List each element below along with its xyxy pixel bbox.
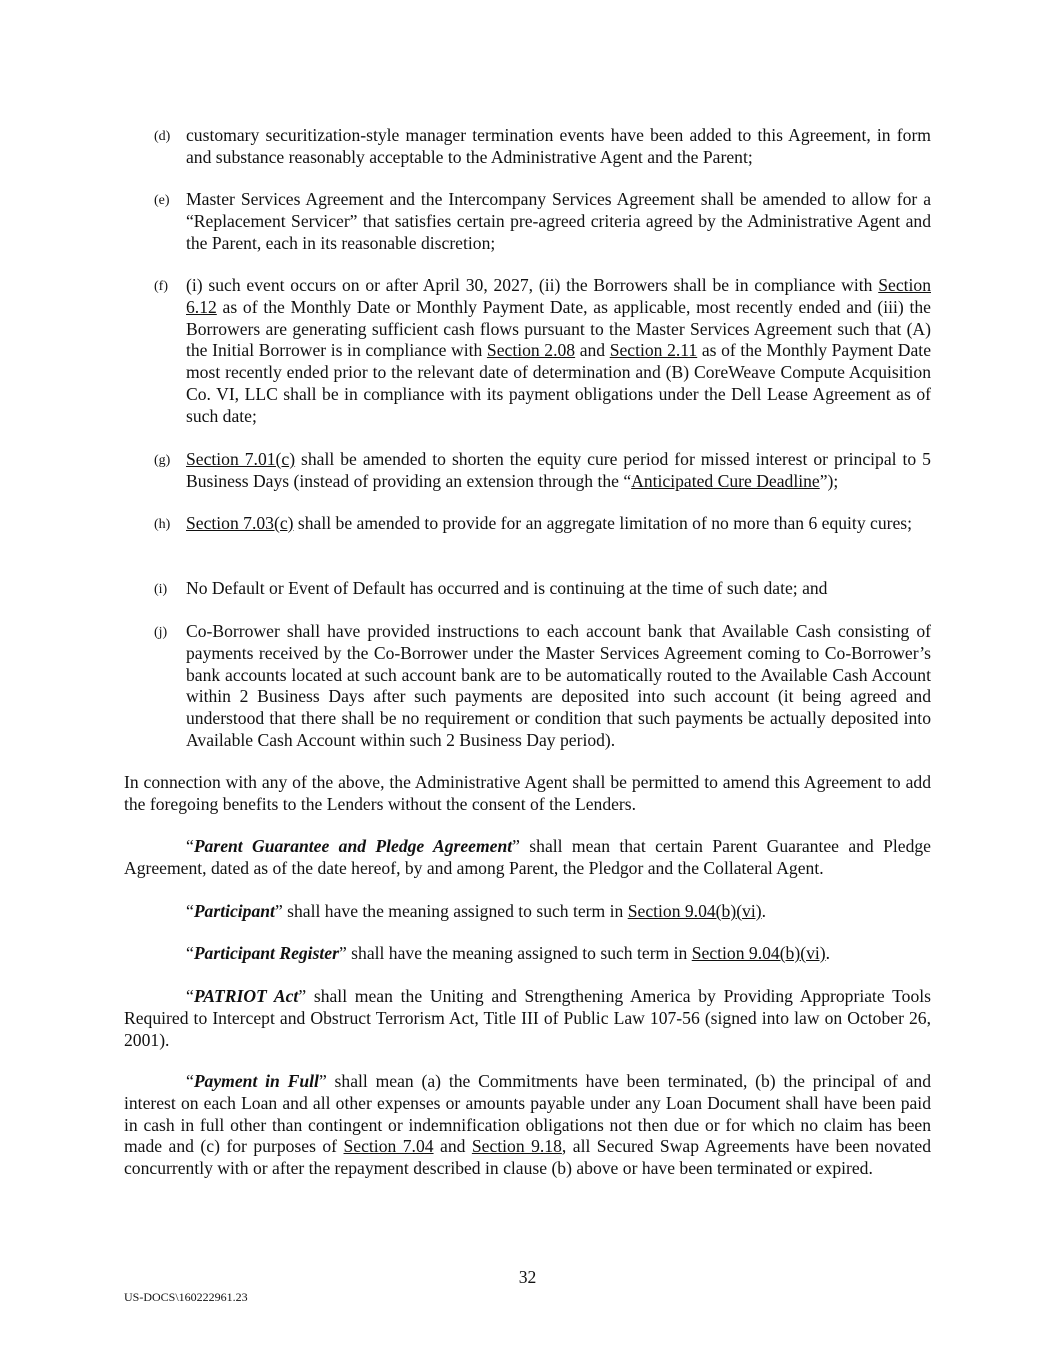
clause-text: and: [575, 340, 610, 361]
definition-participant: “Participant” shall have the meaning assigned to such term in Section 9.04(b)(vi).: [186, 901, 767, 921]
document-id: US-DOCS\160222961.23: [124, 1290, 248, 1304]
defined-term-reference: Anticipated Cure Deadline: [631, 470, 820, 491]
clause-d: [154, 125, 931, 169]
definition-text: ” shall mean that certain Parent Guarantee and Pledge Agreement, dated as of the date hereof, by and among Parent, the Pledgor and the Collateral Agent.: [124, 836, 931, 878]
closing-paragraph: In connection with any of the above, the Administrative Agent shall be permitted to amend this Agreement to add the foregoing benefits to the Lenders without the consent of the Lenders.: [124, 772, 931, 814]
definition-payment-in-full: “Payment in Full” shall mean (a) the Commitments have been terminated, (b) the principal of and interest on each Loan and all other expenses or amounts payable under any Loan Document shall have been paid in cash in full other than contingent or indemnification obligations not then due or for which no claim has been made and (c) for purposes of Section 7.04 and Section 9.18, all Secured Swap Agreements have been novated concurrently with or after the repayment described in clause (b) above or have been terminated or expired.: [124, 1071, 932, 1179]
clause-text: shall be amended to provide for an aggregate limitation of no more than 6 equity cures;: [293, 513, 913, 533]
clause-e: [154, 189, 931, 254]
defined-term: Participant Register: [193, 943, 339, 963]
definition-text: ” shall have the meaning assigned to such term in: [338, 943, 692, 963]
clause-text: No Default or Event of Default has occurred and is continuing at the time of such date; and: [186, 578, 828, 598]
section-reference-link: Section 7.04: [343, 1136, 434, 1157]
clause-label: (f): [154, 279, 168, 294]
defined-term: Parent Guarantee and Pledge Agreement: [193, 836, 513, 856]
section-reference-link: Section 9.18: [471, 1136, 562, 1157]
clause-label: (g): [154, 453, 171, 468]
defined-term: Participant: [193, 901, 275, 921]
clause-text: Master Services Agreement and the Intercompany Services Agreement shall be amended to allow for a “Replacement Servicer” that satisfies certain pre-agreed criteria agreed by the Administrative Agent and the Parent, each in its reasonable discretion;: [186, 189, 931, 253]
clause-i: [154, 578, 931, 600]
clause-text: ”);: [819, 470, 839, 491]
definition-parent-guarantee: “Parent Guarantee and Pledge Agreement” shall mean that certain Parent Guarantee and Pledge Agreement, dated as of the date hereof, by and among Parent, the Pledgor and the Collateral Agent.: [124, 836, 931, 878]
definition-text: ” shall have the meaning assigned to such term in: [274, 901, 628, 921]
definition-patriot-act: “PATRIOT Act” shall mean the Uniting and Strengthening America by Providing Appropriate Tools Required to Intercept and Obstruct Terrorism Act, Title III of Public Law 107-56 (signed into law on October 26, 2001).: [124, 986, 931, 1050]
clause-text: (i) such event occurs on or after April 30, 2027, (ii) the Borrowers shall be in compliance with: [186, 275, 879, 295]
clause-g: [154, 449, 931, 493]
definition-text: , all Secured Swap Agreements have been novated concurrently with or after the repayment described in clause (b) above or have been terminated or expired.: [124, 1136, 932, 1179]
section-reference-link: Section 2.08: [486, 340, 576, 361]
clause-text: as of the Monthly Date or Monthly Payment Date, as applicable, most recently ended and (iii) the Borrowers are generating sufficient cash flows pursuant to the Master Services Agreement such that (A) the Initial Borrower is in compliance with: [186, 296, 931, 361]
definition-text: ” shall mean (a) the Commitments have been terminated, (b) the principal of and interest on each Loan and all other expenses or amounts payable under any Loan Document shall have been paid in cash in full other than contingent or indemnification obligations not then due or for which no claim has been made and (c) for purposes of: [124, 1071, 931, 1157]
defined-term: Payment in Full: [193, 1071, 319, 1091]
section-reference-link: Section 9.04(b)(vi): [627, 901, 762, 921]
section-reference-link: Section 7.01(c): [186, 449, 296, 469]
section-reference-link: Section 7.03(c): [186, 513, 294, 533]
clause-label: (e): [154, 193, 170, 208]
clause-text: Co-Borrower shall have provided instructions to each account bank that Available Cash consisting of payments received by the Co-Borrower under the Master Services Agreement coming to Co-Borrower’s bank accounts located at such account bank are to be automatically routed to the Available Cash Account within 2 Business Days after such payments are deposited into such account (it being agreed and understood that there shall be no requirement or condition that such payments be actually deposited into Available Cash Account within such 2 Business Day period).: [186, 621, 931, 750]
clause-label: (h): [154, 517, 171, 532]
clause-text: as of the Monthly Payment Date most recently ended prior to the relevant date of determination and (B) CoreWeave Compute Acquisition Co. VI, LLC shall be in compliance with its payment obligations under the Dell Lease Agreement as of such date;: [186, 340, 932, 426]
clause-text: shall be amended to shorten the equity cure period for missed interest or principal to 5 Business Days (instead of providing an extension through the “: [186, 449, 931, 491]
clause-label: (j): [154, 625, 168, 640]
definition-participant-register: “Participant Register” shall have the meaning assigned to such term in Section 9.04(b)(vi).: [186, 943, 831, 963]
clause-text: customary securitization-style manager termination events have been added to this Agreement, in form and substance reasonably acceptable to the Administrative Agent and the Parent;: [186, 125, 931, 167]
section-reference-link: Section 2.11: [609, 340, 698, 361]
clause-h: [154, 513, 931, 535]
clause-label: (i): [154, 582, 168, 597]
clause-f: [154, 275, 932, 428]
clause-label: (d): [154, 129, 171, 144]
section-reference-link: Section 9.04(b)(vi): [691, 943, 826, 963]
defined-term: PATRIOT Act: [193, 986, 299, 1006]
clause-j: [154, 621, 931, 752]
definition-text: ” shall mean the Uniting and Strengthening America by Providing Appropriate Tools Required to Intercept and Obstruct Terrorism Act, Title III of Public Law 107-56 (signed into law on October 26, 2001).: [124, 986, 931, 1050]
page-number: 32: [518, 1267, 537, 1287]
section-reference-link: Section 6.12: [186, 275, 931, 317]
definition-text: and: [433, 1136, 472, 1157]
